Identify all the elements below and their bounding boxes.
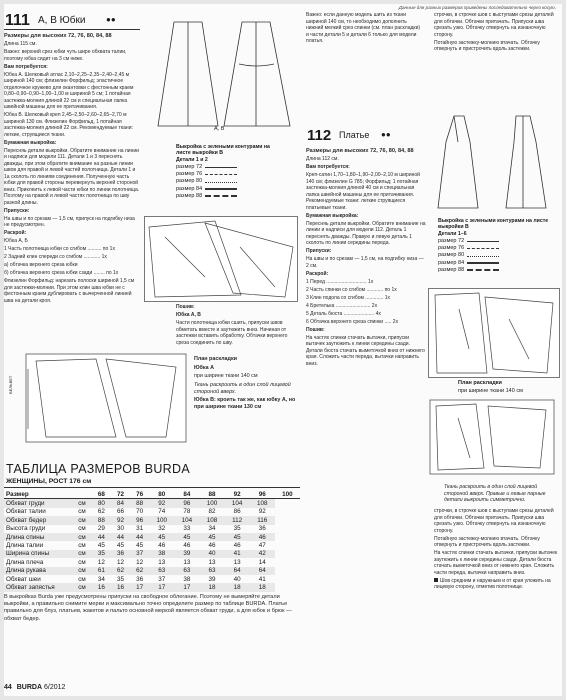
skirt-sketch	[144, 14, 300, 136]
value-cell: 86	[233, 508, 241, 516]
value-cell: 100	[156, 516, 167, 524]
value-cell: 37	[136, 550, 144, 558]
value-cell: 30	[117, 525, 125, 533]
size-table-body	[4, 499, 300, 592]
pattern-heading: Бумажная выкройка:	[4, 139, 57, 146]
value-cell: 16	[117, 583, 125, 591]
value-cell: 12	[117, 558, 125, 566]
cut-item: 6 Обтачка верхнего среза спинки ..... 2х	[306, 318, 399, 325]
value-cell: 42	[258, 550, 266, 558]
value-cell: 46	[208, 542, 216, 550]
value-cell: 82	[208, 508, 216, 516]
row-label: Обхват груди	[6, 500, 45, 508]
row-label: Обхват шеи	[6, 575, 41, 583]
value-cell: 46	[183, 542, 191, 550]
pattern-guide-111	[176, 144, 286, 214]
value-cell: 116	[257, 516, 268, 524]
table-row	[4, 525, 300, 533]
pattern-pieces-sketch	[429, 289, 559, 377]
value-cell: 33	[183, 525, 191, 533]
value-cell: 88	[136, 500, 144, 508]
table-row	[4, 508, 300, 516]
size-label: размер 84	[176, 185, 203, 192]
size-line	[467, 256, 499, 257]
allowance-heading: Припуски:	[4, 207, 30, 214]
size-legend	[176, 164, 237, 200]
value-cell: 112	[232, 516, 243, 524]
model-112-sizes: Размеры для высоких 72, 76, 80, 84, 88	[306, 148, 414, 154]
unit-cell: см	[78, 550, 86, 558]
right-text: строчки, в строчке шов с выступами срезы деталей для обтачки. Обтачки притачать. Припуски шва срезать узко. Обтачку отвернуть на изнаночную сторону.	[434, 12, 554, 38]
unit-cell: см	[78, 508, 86, 516]
table-header-cell: 92	[225, 490, 250, 499]
value-cell: 62	[136, 567, 144, 575]
table-header-cell: 72	[111, 490, 130, 499]
value-cell: 63	[208, 567, 216, 575]
layout-title: План раскладки	[194, 356, 237, 362]
value-cell: 35	[117, 575, 125, 583]
value-cell: 88	[97, 516, 105, 524]
cut-item: 3 Клин подола со сгибом ............. 1х	[306, 294, 391, 301]
value-cell: 12	[136, 558, 144, 566]
header-note: Данные для разных размеров приведены последовательно через косую.	[398, 5, 556, 10]
row-label: Длина рукава	[6, 567, 46, 575]
table-header-row	[4, 490, 300, 499]
table-header-cell: 80	[149, 490, 174, 499]
figure-label: А, В	[214, 126, 225, 132]
value-cell: 39	[208, 575, 216, 583]
materials-heading: Вам потребуется:	[4, 63, 48, 70]
pattern-pieces-sketch	[145, 217, 297, 301]
value-cell: 64	[258, 567, 266, 575]
layout-sub-b: Юбка В: кроить так же, как юбку А, но при ширине ткани 130 см	[194, 397, 296, 410]
magazine-page	[4, 4, 562, 696]
right-text: Потайную застежку-молнию втачать. Обтачку отвернуть и пристрочить вдоль застежки.	[434, 39, 540, 52]
value-cell: 74	[158, 508, 166, 516]
value-cell: 92	[258, 508, 266, 516]
value-cell: 35	[233, 525, 241, 533]
layout-plan-112	[428, 380, 558, 480]
dress-sketch	[434, 112, 560, 212]
size-legend	[438, 238, 499, 274]
size-table-title: ТАБЛИЦА РАЗМЕРОВ BURDA	[6, 462, 190, 476]
value-cell: 36	[136, 575, 144, 583]
size-label: размер 72	[438, 238, 465, 244]
table-row	[4, 583, 300, 591]
value-cell: 44	[117, 533, 125, 541]
table-header-cell: 100	[275, 490, 300, 499]
size-label: размер 84	[438, 259, 465, 266]
cut-item: б) обтачка верхнего среза юбки сзади ........ по 1х	[4, 270, 119, 276]
value-cell: 44	[97, 533, 105, 541]
value-cell: 18	[233, 583, 241, 591]
pattern-guide-112	[438, 218, 558, 286]
row-label: Обхват запястья	[6, 583, 55, 591]
value-cell: 13	[208, 558, 216, 566]
layout-note: Ткань раскроить в один слой лицевой стороной вверх. Правые и левые парные детали выкроить симметрично.	[444, 484, 546, 503]
size-line	[205, 182, 237, 183]
row-label: Длина спины	[6, 533, 45, 541]
heading-rule	[4, 29, 140, 30]
table-row	[4, 516, 300, 524]
materials-heading: Вам потребуется:	[306, 164, 350, 170]
table-header-cell: Размер	[4, 490, 72, 499]
unit-cell: см	[78, 583, 86, 591]
cut-item: 1 Перед ............................. 1х	[306, 278, 374, 285]
value-cell: 45	[233, 533, 241, 541]
unit-cell: см	[78, 558, 86, 566]
difficulty-dots-icon: ●●	[381, 130, 391, 139]
materials-a: Юбка А. Шелковый атлас 2,10–2,25–2,35–2,40–2,45 м шириной 140 см; флизелин Форфильд; эластичное отделочное кружево для окантовки с фестонным краем 0,80–0,90–0,90–1,00–1,00 м шириной 5 см; 1 потайная застежка-молния длиной 22 см и специальная лапка швейной машины для ее притачивания.	[4, 71, 134, 110]
value-cell: 16	[97, 583, 105, 591]
value-cell: 108	[206, 516, 218, 524]
model-112-title: Платье	[339, 130, 370, 140]
guide-details: Детали 1–6	[438, 231, 467, 237]
unit-cell: см	[78, 567, 86, 575]
size-label: размер 88	[438, 266, 465, 273]
model-111-title: А, В Юбки	[38, 15, 86, 26]
layout-plan-sketch	[428, 398, 558, 478]
sewing-text: Части полотнища юбки сшить, припуски швов обметать вместе и заутюжить вниз. Начиная от застежки вставить обработку. Обтачки верхнего среза соединить по шву.	[176, 320, 288, 346]
value-cell: 92	[158, 500, 166, 508]
value-cell: 41	[258, 575, 266, 583]
unit-cell: см	[78, 525, 86, 533]
row-label: Высота груди	[6, 525, 46, 533]
value-cell: 13	[233, 558, 241, 566]
page-number: 44	[4, 684, 12, 691]
value-cell: 17	[183, 583, 191, 591]
table-header-cell: 84	[174, 490, 199, 499]
footnote-text: В выкройках Burda уже предусмотрены припуски на свободное облегание. Поэтому не вымеряйте детали выкройки, а правильно снимите мерки и максимально точно определите размер по таблице BURDA. Платье правильно для блуз, платьев, жакетов и пальто основной меркой является обхват груди, а для юбок и брюк — обхват бедер.	[4, 594, 292, 622]
value-cell: 45	[117, 542, 125, 550]
cut-item: 4 Бретелька ......................... 2х	[306, 302, 378, 309]
size-label: размер 76	[438, 245, 465, 252]
materials-b: Юбка В. Шелковый креп 2,45–2,50–2,60–2,65–2,70 м шириной 130 см. Флизелин Форфильд, 1 потайная застежка-молния длиной 22 см. Рекомендуемые ткани: легкие, струящиеся ткани.	[4, 112, 133, 138]
cut-item: 2 Задний клин спереди со сгибом ............ 1х	[4, 254, 107, 260]
cut-item: 2 Часть спинки со сгибом ............ по 1х	[306, 286, 397, 293]
cut-note: Флизелин Форфильд: нарезать полоски шириной 1,5 см для застежки-молнии. При этом клин шва юбки не с фестонным краем дублировать с вычерченной линией шва на детали кроя.	[4, 278, 135, 304]
value-cell: 104	[181, 516, 193, 524]
sewing-sub: Юбка А, В	[176, 312, 201, 318]
value-cell: 36	[117, 550, 125, 558]
value-cell: 34	[208, 525, 216, 533]
value-cell: 45	[183, 533, 191, 541]
footer-issue: 6/2012	[43, 684, 66, 691]
table-row	[4, 550, 300, 558]
value-cell: 29	[97, 525, 105, 533]
pattern-pieces-112	[428, 288, 560, 378]
size-line	[205, 188, 237, 190]
value-cell: 46	[158, 542, 166, 550]
guide-details: Детали 1 и 2	[176, 157, 208, 163]
value-cell: 108	[257, 500, 268, 508]
size-line	[467, 269, 499, 271]
value-cell: 18	[208, 583, 216, 591]
value-cell: 12	[97, 558, 105, 566]
unit-cell: см	[78, 533, 86, 541]
value-cell: 66	[117, 508, 125, 516]
sewing-heading: Пошив:	[176, 304, 195, 310]
table-row	[4, 567, 300, 575]
value-cell: 61	[97, 567, 105, 575]
row-label: Обхват бедер	[6, 516, 47, 524]
right-check	[434, 578, 560, 591]
pattern-text: Пересняь детали выкройки. Обратите внимание на линии и надписи для модели 111. Детали 1 и 3 переснять дважды, при этом обратите внимание на разные линии швов для правой и левой частей полотнища. Детали 1 и 1а сколоть по линиям соединения. Полученную часть юбки для правой стороны перевернуть верхней стороной вниз. Приклеить к левой части юбки по линии полотнища. Поэтому на правой и левой частях полотнища по шву разной длины.	[4, 147, 140, 206]
unit-cell: см	[78, 516, 86, 524]
cut-item: а) обтачка верхнего среза юбки	[4, 262, 78, 268]
layout-note: Ткань раскроить в один слой лицевой стороной вверх.	[194, 381, 291, 395]
model-112-text	[306, 148, 426, 548]
layout-width: при ширине ткани 140 см	[194, 373, 258, 379]
right-text: строчки, в строчке шов с выступами срезы деталей для обтачки. Обтачки притачать. Припуски шва срезать узко. Обтачку отвернуть на изнаночную сторону.	[434, 508, 554, 534]
guide-caption: Выкройка с зелеными контурами на листе выкройки B	[438, 218, 549, 230]
model-111-sizes: Размеры для высоких 72, 76, 80, 84, 88	[4, 33, 112, 39]
table-row	[4, 541, 300, 549]
value-cell: 62	[117, 567, 125, 575]
skirt-drawings	[144, 14, 300, 136]
value-cell: 62	[97, 508, 105, 516]
value-cell: 80	[97, 500, 105, 508]
value-cell: 96	[183, 500, 191, 508]
value-cell: 38	[183, 575, 191, 583]
layout-sub: Юбка А	[194, 364, 214, 371]
fabric-label: ВЕЛЬВЕТ	[8, 375, 13, 394]
value-cell: 37	[158, 575, 166, 583]
value-cell: 100	[206, 500, 218, 508]
value-cell: 17	[136, 583, 144, 591]
model-111-heading	[5, 12, 135, 28]
size-table	[4, 490, 300, 592]
model-112-number: 112	[307, 127, 332, 144]
value-cell: 45	[136, 542, 144, 550]
cutting-heading: Раскрой:	[306, 270, 329, 277]
size-line	[467, 262, 499, 264]
value-cell: 46	[233, 542, 241, 550]
value-cell: 34	[97, 575, 105, 583]
size-table-subtitle: ЖЕНЩИНЫ, РОСТ 176 см	[6, 478, 92, 485]
size-line	[205, 195, 237, 197]
value-cell: 64	[233, 567, 241, 575]
model-112-heading	[307, 127, 425, 143]
value-cell: 41	[233, 550, 241, 558]
size-label: размер 76	[176, 171, 203, 178]
right-column-top	[434, 12, 560, 112]
model-111-number: 111	[5, 12, 30, 29]
model-111-intro: Важно: верхний срез юбки чуть шире обхвата талии, поэтому юбка сидит на 3 см ниже.	[4, 49, 127, 62]
cutting-heading: Раскрой:	[4, 230, 27, 236]
value-cell: 104	[231, 500, 243, 508]
right-check-text: Шов средним и наружным и от края уложить на лицевую сторону, отметив полотнище.	[434, 577, 551, 590]
value-cell: 70	[136, 508, 144, 516]
value-cell: 44	[136, 533, 144, 541]
cut-item: 1 Часть полотнища юбки со сгибом .......... по 1х	[4, 246, 115, 252]
unit-cell: см	[78, 542, 86, 550]
middle-intro: Важно: если данную модель шить из ткани шириной 140 см, то необходимо дополнить нижний мелкий срез спинки (см. план раскладки) и части детали 5 и детали 6 только для модели платья.	[306, 12, 421, 44]
size-line	[467, 248, 499, 249]
sewing-112: На частях спинки стачать вытачки, припуски вытачек заутюжить к линии середины сзади. Детали бюста стачать выметочкой вниз от нижнего края. Сложить части переда, вытачки направить вниз.	[306, 334, 425, 367]
sewing-heading: Пошив:	[306, 326, 325, 333]
table-row	[4, 499, 300, 508]
value-cell: 13	[183, 558, 191, 566]
check-square-icon	[434, 578, 438, 582]
right-column-bottom	[434, 508, 560, 678]
value-cell: 45	[158, 533, 166, 541]
layout-title: План раскладки	[458, 380, 502, 386]
unit-cell: см	[78, 500, 86, 508]
table-top-rule	[4, 487, 300, 488]
table-row	[4, 575, 300, 583]
value-cell: 84	[117, 500, 125, 508]
table-header-cell: 76	[130, 490, 149, 499]
size-label: размер 80	[438, 252, 465, 259]
size-label: размер 88	[176, 192, 203, 199]
size-label: размер 72	[176, 164, 203, 170]
value-cell: 45	[208, 533, 216, 541]
allowance-text: На швы и по срезам — 1,5 см, припуск на подгибку низа не предусмотрен.	[4, 215, 135, 228]
layout-plan-sketch	[6, 349, 190, 449]
value-cell: 40	[208, 550, 216, 558]
value-cell: 92	[117, 516, 125, 524]
footer-brand: BURDA	[16, 684, 43, 691]
model-112-length: Длина 112 см.	[306, 156, 339, 162]
unit-cell: см	[78, 575, 86, 583]
layout-legend-111	[194, 356, 302, 446]
allowance-heading: Припуски:	[306, 248, 332, 254]
table-header-cell: 96	[250, 490, 275, 499]
value-cell: 45	[97, 542, 105, 550]
size-line	[205, 167, 237, 168]
value-cell: 63	[158, 567, 166, 575]
value-cell: 18	[258, 583, 266, 591]
allowance-112: На швы и по срезам — 1,5 см, на подгибку низа — 2 см.	[306, 256, 424, 269]
value-cell: 40	[233, 575, 241, 583]
size-label: размер 80	[176, 178, 203, 185]
size-line	[467, 241, 499, 242]
cut-item: 5 Деталь бюста ...................... 4х	[306, 310, 381, 317]
size-line	[205, 174, 237, 175]
value-cell: 32	[158, 525, 166, 533]
cutting-sub: Юбка А, Б	[4, 238, 28, 244]
size-table-footnote	[4, 594, 300, 680]
row-label: Длина талии	[6, 542, 44, 550]
table-row	[4, 558, 300, 566]
sewing-111	[176, 304, 298, 348]
pattern-pieces-111	[144, 216, 298, 302]
guide-caption: Выкройка с зелеными контурами на листе выкройки B	[176, 144, 270, 156]
value-cell: 35	[97, 550, 105, 558]
value-cell: 47	[258, 542, 266, 550]
row-label: Обхват талии	[6, 508, 46, 516]
value-cell: 17	[158, 583, 166, 591]
value-cell: 96	[136, 516, 144, 524]
table-header-cell: 88	[199, 490, 224, 499]
right-text: На частях спинки стачать вытачки, припуски вытачек заутюжить к линии середины сзади. Детали бюста стачать выметочкой вниз от нижнего края. Сложить части переда, вытачки направить вниз.	[434, 550, 558, 576]
pattern-heading: Бумажная выкройка:	[306, 212, 359, 219]
value-cell: 14	[258, 558, 266, 566]
row-label: Ширина спины	[6, 550, 50, 558]
page-footer	[4, 684, 204, 694]
table-row	[4, 533, 300, 541]
value-cell: 13	[158, 558, 166, 566]
model-111-length: Длина 115 см.	[4, 41, 37, 47]
table-header-cell	[72, 490, 92, 499]
table-header-cell: 68	[92, 490, 111, 499]
materials-112: Креп-сатин 1,70–1,80–1,90–2,00–2,10 м шириной 140 см; флизелин G 785; Форфильд; 1 потайная застежка-молния длиной 40 см и специальная лапка швейной машины для ее притачивания. Рекомендуемые ткани: легкие струящиеся платьевые ткани.	[306, 172, 420, 211]
dress-drawings	[434, 112, 560, 212]
value-cell: 78	[183, 508, 191, 516]
value-cell: 46	[258, 533, 266, 541]
value-cell: 31	[136, 525, 144, 533]
right-text: Потайную застежку-молнию втачать. Обтачку отвернуть и пристрочить вдоль застежки.	[434, 535, 540, 548]
value-cell: 63	[183, 567, 191, 575]
layout-note-112	[444, 484, 560, 504]
layout-width: при ширине ткани 140 см	[458, 388, 523, 394]
value-cell: 39	[183, 550, 191, 558]
value-cell: 36	[258, 525, 266, 533]
pattern-112: Пересняь детали выкройки. Обратите внимание на линии и надписи для модели 112. Деталь 1 переснять дважды. Правую и левую деталь 1 сколоть по линии середины переда.	[306, 220, 426, 246]
row-label: Длина плеча	[6, 558, 44, 566]
difficulty-dots-icon: ●●	[106, 15, 116, 24]
layout-plan-111	[6, 349, 190, 449]
middle-column-top	[306, 12, 424, 122]
value-cell: 38	[158, 550, 166, 558]
